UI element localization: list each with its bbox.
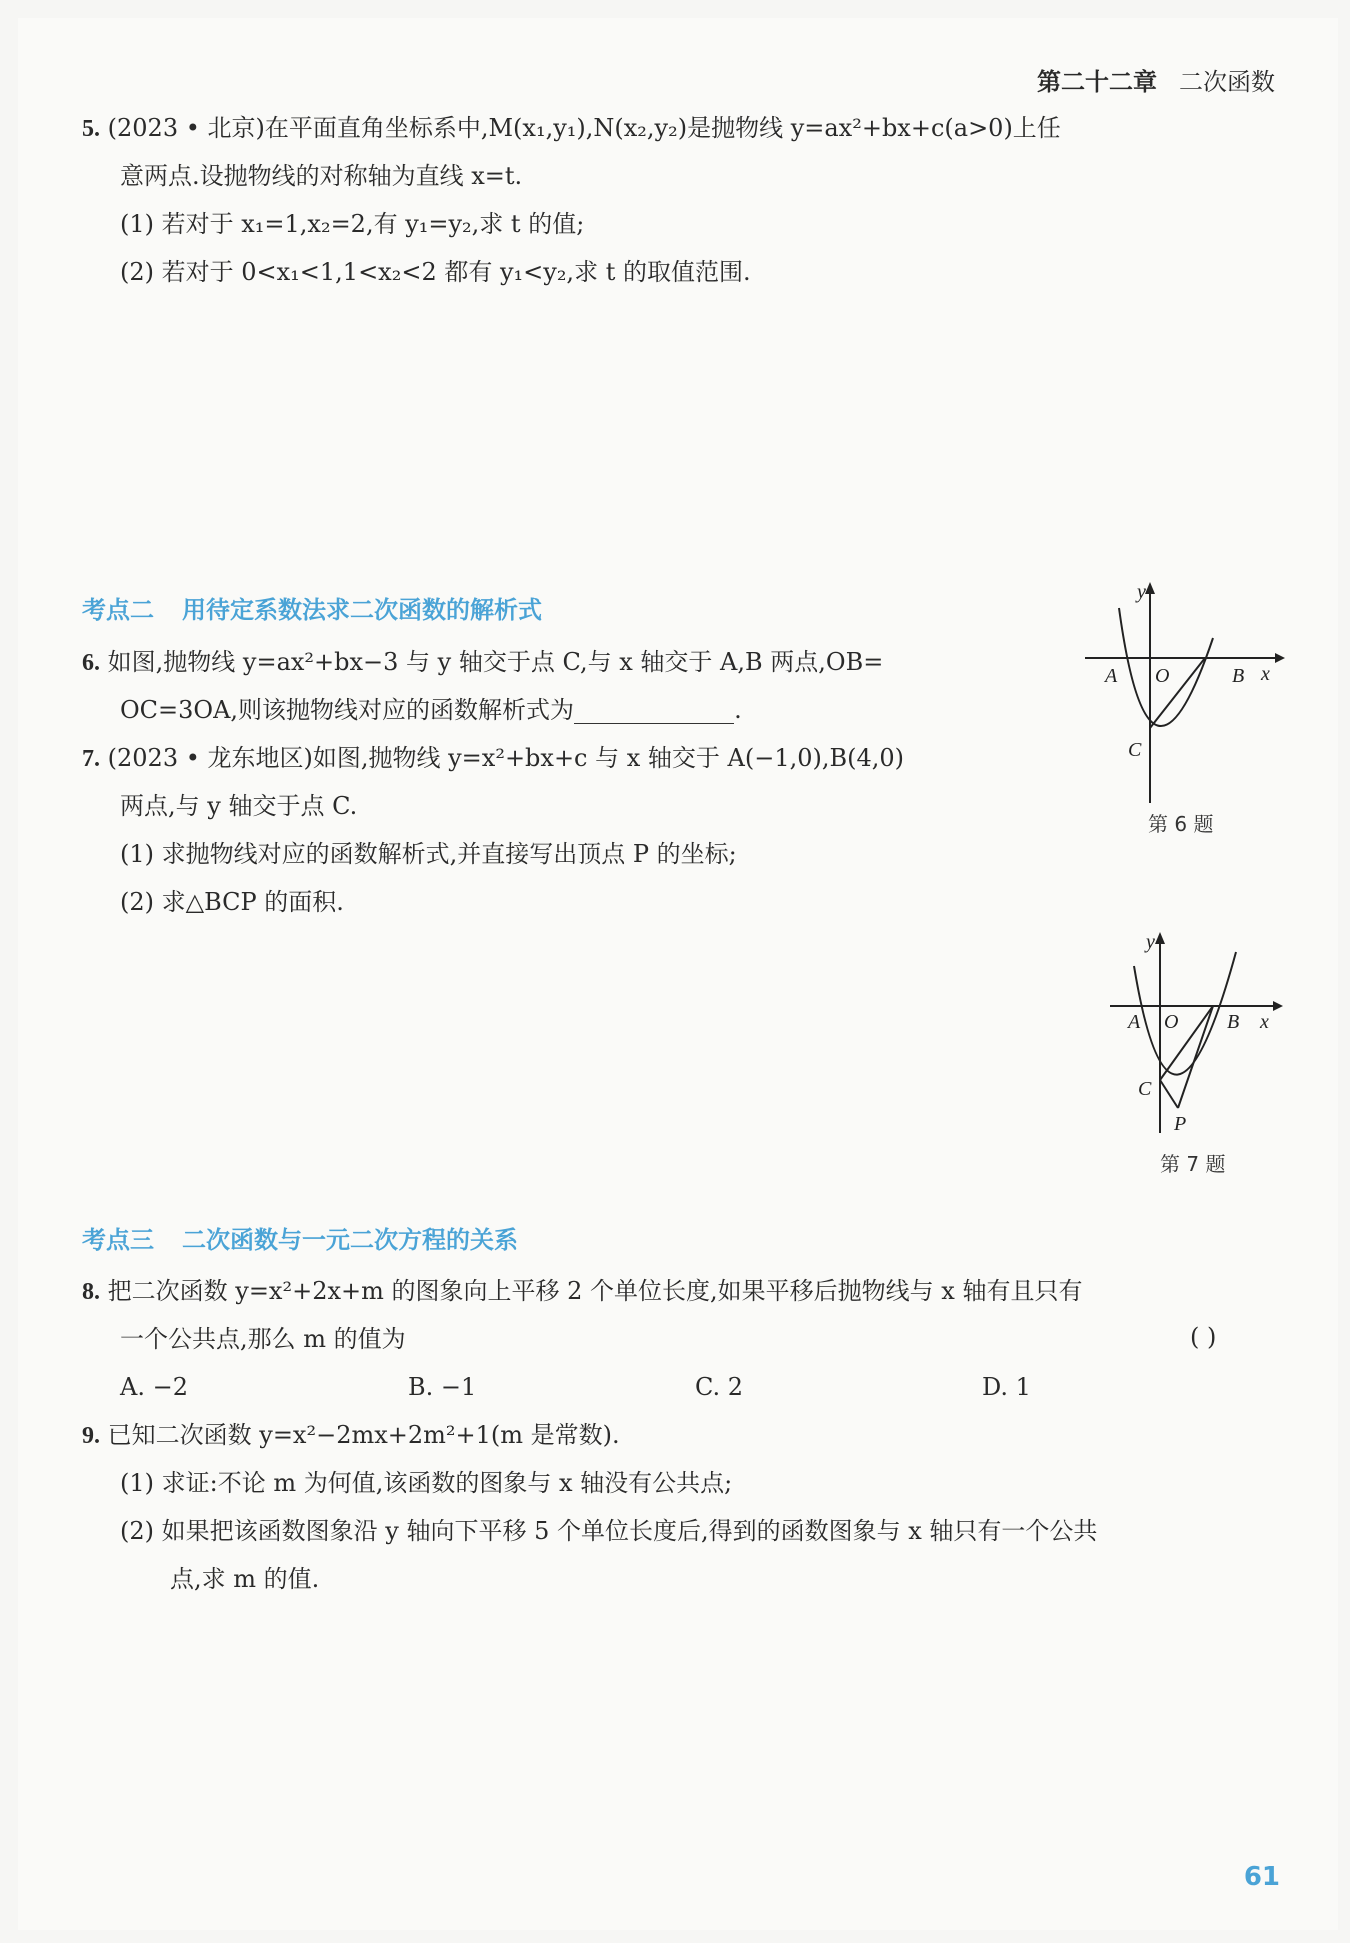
q7-number: 7. xyxy=(82,746,100,772)
q6-label-B: B xyxy=(1232,665,1245,687)
q9-number: 9. xyxy=(82,1423,100,1449)
q5-line1 xyxy=(82,112,1061,145)
q9-part1: (1) 求证:不论 m 为何值,该函数的图象与 x 轴没有公共点; xyxy=(120,1469,733,1497)
q7-label-x: x xyxy=(1260,1011,1269,1033)
q5-text-line1: (2023 • 北京)在平面直角坐标系中,M(x₁,y₁),N(x₂,y₂)是抛物线 y=ax²+bx+c(a>0)上任 xyxy=(107,114,1061,142)
section3-heading xyxy=(82,1220,518,1255)
q7-label-A: A xyxy=(1128,1011,1141,1033)
q9-part2-line2: 点,求 m 的值. xyxy=(170,1565,320,1593)
q6-label-y: y xyxy=(1137,581,1146,603)
q7-x-arrow xyxy=(1273,1001,1283,1011)
q9-part2-line1: (2) 如果把该函数图象沿 y 轴向下平移 5 个单位长度后,得到的函数图象与 x 轴只有一个公共 xyxy=(120,1517,1098,1545)
section3-title: 二次函数与一元二次方程的关系 xyxy=(182,1226,518,1254)
q8-option-a[interactable]: A. −2 xyxy=(120,1373,188,1401)
q7-label-P: P xyxy=(1174,1113,1187,1135)
section2-title: 用待定系数法求二次函数的解析式 xyxy=(182,596,542,624)
q6-figure-caption: 第 6 题 xyxy=(1148,812,1214,836)
page-number: 61 xyxy=(1243,1862,1280,1892)
q9-line1 xyxy=(82,1419,620,1452)
q8-number: 8. xyxy=(82,1279,100,1305)
q6-label-x: x xyxy=(1261,663,1270,685)
q7-figure-caption: 第 7 题 xyxy=(1160,1152,1226,1176)
q7-y-arrow xyxy=(1155,932,1165,944)
q5-number: 5. xyxy=(82,116,100,142)
q5-text-line2: 意两点.设抛物线的对称轴为直线 x=t. xyxy=(120,162,523,190)
q6-line2 xyxy=(120,694,742,726)
q6-text-line1: 如图,抛物线 y=ax²+bx−3 与 y 轴交于点 C,与 x 轴交于 A,B 两点,OB= xyxy=(107,648,884,676)
q6-y-arrow xyxy=(1145,582,1155,594)
q7-text-line2: 两点,与 y 轴交于点 C. xyxy=(120,792,358,820)
q7-parabola xyxy=(1134,952,1236,1075)
q5-part2: (2) 若对于 0<x₁<1,1<x₂<2 都有 y₁<y₂,求 t 的取值范围. xyxy=(120,258,751,286)
chapter-header xyxy=(1037,62,1275,97)
q6-label-A: A xyxy=(1105,665,1118,687)
q6-x-arrow xyxy=(1275,653,1285,663)
chapter-label: 第二十二章 xyxy=(1037,68,1157,96)
section2-label: 考点二 xyxy=(82,596,154,624)
q6-answer-blank[interactable] xyxy=(574,699,734,724)
section2-heading xyxy=(82,590,542,625)
q8-text-line2: 一个公共点,那么 m 的值为 xyxy=(120,1325,406,1353)
chapter-title: 二次函数 xyxy=(1179,68,1275,96)
q8-option-b[interactable]: B. −1 xyxy=(408,1373,477,1401)
q7-label-O: O xyxy=(1164,1011,1179,1033)
q8-option-c[interactable]: C. 2 xyxy=(695,1373,744,1401)
q7-part2: (2) 求△BCP 的面积. xyxy=(120,888,344,916)
q8-option-d[interactable]: D. 1 xyxy=(982,1373,1031,1401)
q7-label-y: y xyxy=(1146,931,1155,953)
q6-text-line2: OC=3OA,则该抛物线对应的函数解析式为 xyxy=(120,696,575,724)
q6-text-line2-end: . xyxy=(734,696,742,724)
q8-line1 xyxy=(82,1275,1082,1308)
q7-segment-PB xyxy=(1178,1006,1213,1108)
q6-label-O: O xyxy=(1155,665,1170,687)
q6-label-C: C xyxy=(1128,739,1142,761)
q8-text-line1: 把二次函数 y=x²+2x+m 的图象向上平移 2 个单位长度,如果平移后抛物线与 x 轴有且只有 xyxy=(107,1277,1083,1305)
q7-part1: (1) 求抛物线对应的函数解析式,并直接写出顶点 P 的坐标; xyxy=(120,840,737,868)
q7-label-B: B xyxy=(1227,1011,1240,1033)
q7-segment-CP xyxy=(1160,1080,1178,1108)
q8-answer-paren[interactable]: ( ) xyxy=(1190,1323,1217,1351)
q5-part1: (1) 若对于 x₁=1,x₂=2,有 y₁=y₂,求 t 的值; xyxy=(120,210,585,238)
q6-figure xyxy=(1085,578,1285,808)
q9-text-line1: 已知二次函数 y=x²−2mx+2m²+1(m 是常数). xyxy=(107,1421,620,1449)
section3-label: 考点三 xyxy=(82,1226,154,1254)
q7-text-line1: (2023 • 龙东地区)如图,抛物线 y=x²+bx+c 与 x 轴交于 A(−1,0),B(4,0) xyxy=(107,744,905,772)
q7-line1 xyxy=(82,742,904,775)
q7-label-C: C xyxy=(1138,1078,1152,1100)
q6-number: 6. xyxy=(82,650,100,676)
q6-line1 xyxy=(82,646,883,679)
q7-figure xyxy=(1110,928,1285,1138)
